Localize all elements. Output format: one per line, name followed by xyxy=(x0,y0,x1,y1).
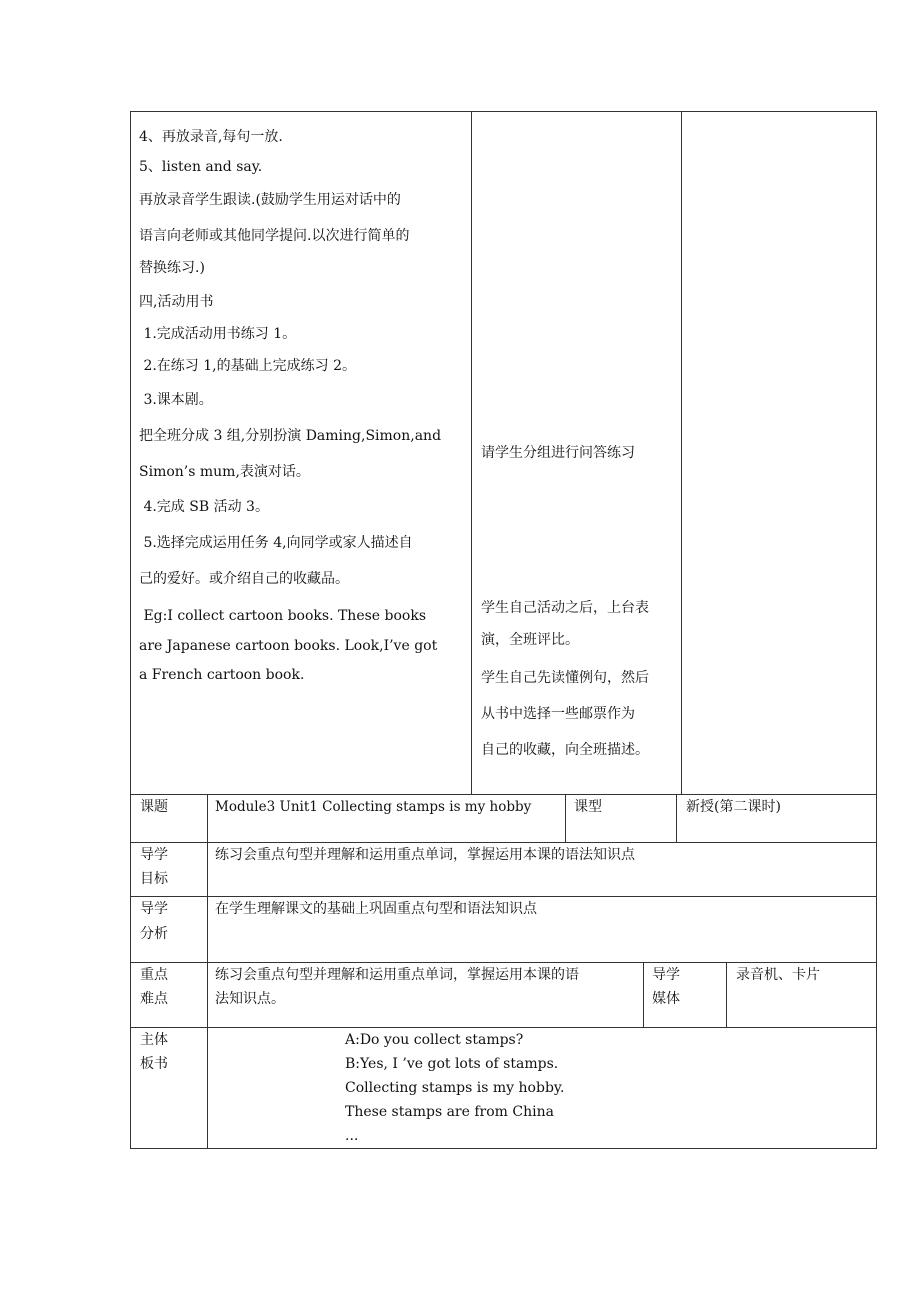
procedure-line: are Japanese cartoon books. Look,I’ve got xyxy=(139,638,438,654)
activity-note: 学生自己活动之后，上台表 xyxy=(481,600,649,616)
procedure-line: 4.完成 SB 活动 3。 xyxy=(139,499,269,515)
analysis-label: 分析 xyxy=(140,926,168,942)
procedure-line: 把全班分成 3 组,分别扮演 Daming,Simon,and xyxy=(139,428,442,444)
table-border xyxy=(676,794,677,842)
goal-value: 练习会重点句型并理解和运用重点单词，掌握运用本课的语法知识点 xyxy=(215,847,635,863)
table-border xyxy=(471,111,472,795)
procedure-line: 2.在练习 1,的基础上完成练习 2。 xyxy=(139,358,356,374)
board-label: 主体 xyxy=(140,1032,168,1048)
procedure-line: 己的爱好。或介绍自己的收藏品。 xyxy=(139,571,349,587)
board-line: ... xyxy=(345,1128,359,1144)
activity-note: 自己的收藏，向全班描述。 xyxy=(481,742,649,758)
key-label: 重点 xyxy=(140,967,168,983)
activity-note: 学生自己先读懂例句，然后 xyxy=(481,670,649,686)
procedure-line: 5、listen and say. xyxy=(139,159,263,175)
analysis-value: 在学生理解课文的基础上巩固重点句型和语法知识点 xyxy=(215,901,537,917)
key-value: 练习会重点句型并理解和运用重点单词，掌握运用本课的语 xyxy=(215,967,579,983)
activity-note: 从书中选择一些邮票作为 xyxy=(481,706,635,722)
table-border xyxy=(876,111,877,1149)
procedure-line: 再放录音学生跟读.(鼓励学生用运对话中的 xyxy=(139,192,401,208)
procedure-line: 四,活动用书 xyxy=(139,294,214,310)
table-border xyxy=(130,111,131,1149)
media-label: 导学 xyxy=(652,967,680,983)
board-line: Collecting stamps is my hobby. xyxy=(345,1080,565,1096)
board-line: These stamps are from China xyxy=(345,1104,554,1120)
procedure-line: 替换练习.) xyxy=(139,260,205,276)
procedure-line: Eg:I collect cartoon books. These books xyxy=(139,608,427,624)
table-border xyxy=(130,896,877,897)
table-border xyxy=(681,111,682,795)
table-border xyxy=(207,794,208,1148)
procedure-line: a French cartoon book. xyxy=(139,667,305,683)
key-value: 法知识点。 xyxy=(215,991,285,1007)
board-line: A:Do you collect stamps? xyxy=(345,1032,524,1048)
board-label: 板书 xyxy=(140,1056,168,1072)
topic-value: Module3 Unit1 Collecting stamps is my hobby xyxy=(215,799,532,815)
media-value: 录音机、卡片 xyxy=(736,967,820,983)
activity-note: 演，全班评比。 xyxy=(481,632,579,648)
table-border xyxy=(130,111,877,112)
type-label: 课型 xyxy=(574,799,602,815)
topic-label: 课题 xyxy=(140,799,168,815)
table-border xyxy=(726,962,727,1027)
procedure-line: 3.课本剧。 xyxy=(139,392,213,408)
procedure-line: 1.完成活动用书练习 1。 xyxy=(139,326,297,342)
table-border xyxy=(130,842,877,843)
procedure-line: 5.选择完成运用任务 4,向同学或家人描述自 xyxy=(139,535,413,551)
table-border xyxy=(130,794,877,795)
type-value: 新授(第二课时) xyxy=(686,799,781,815)
table-border xyxy=(130,1027,877,1028)
analysis-label: 导学 xyxy=(140,901,168,917)
procedure-line: 语言向老师或其他同学提问.以次进行简单的 xyxy=(139,228,410,244)
media-label: 媒体 xyxy=(652,991,680,1007)
procedure-line: Simon’s mum,表演对话。 xyxy=(139,464,310,480)
procedure-line: 4、再放录音,每句一放. xyxy=(139,129,283,145)
table-border xyxy=(130,962,877,963)
table-border xyxy=(643,962,644,1027)
key-label: 难点 xyxy=(140,991,168,1007)
goal-label: 目标 xyxy=(140,871,168,887)
table-border xyxy=(130,1148,877,1149)
board-line: B:Yes, I ’ve got lots of stamps. xyxy=(345,1056,559,1072)
table-border xyxy=(565,794,566,842)
activity-note: 请学生分组进行问答练习 xyxy=(481,445,635,461)
goal-label: 导学 xyxy=(140,847,168,863)
